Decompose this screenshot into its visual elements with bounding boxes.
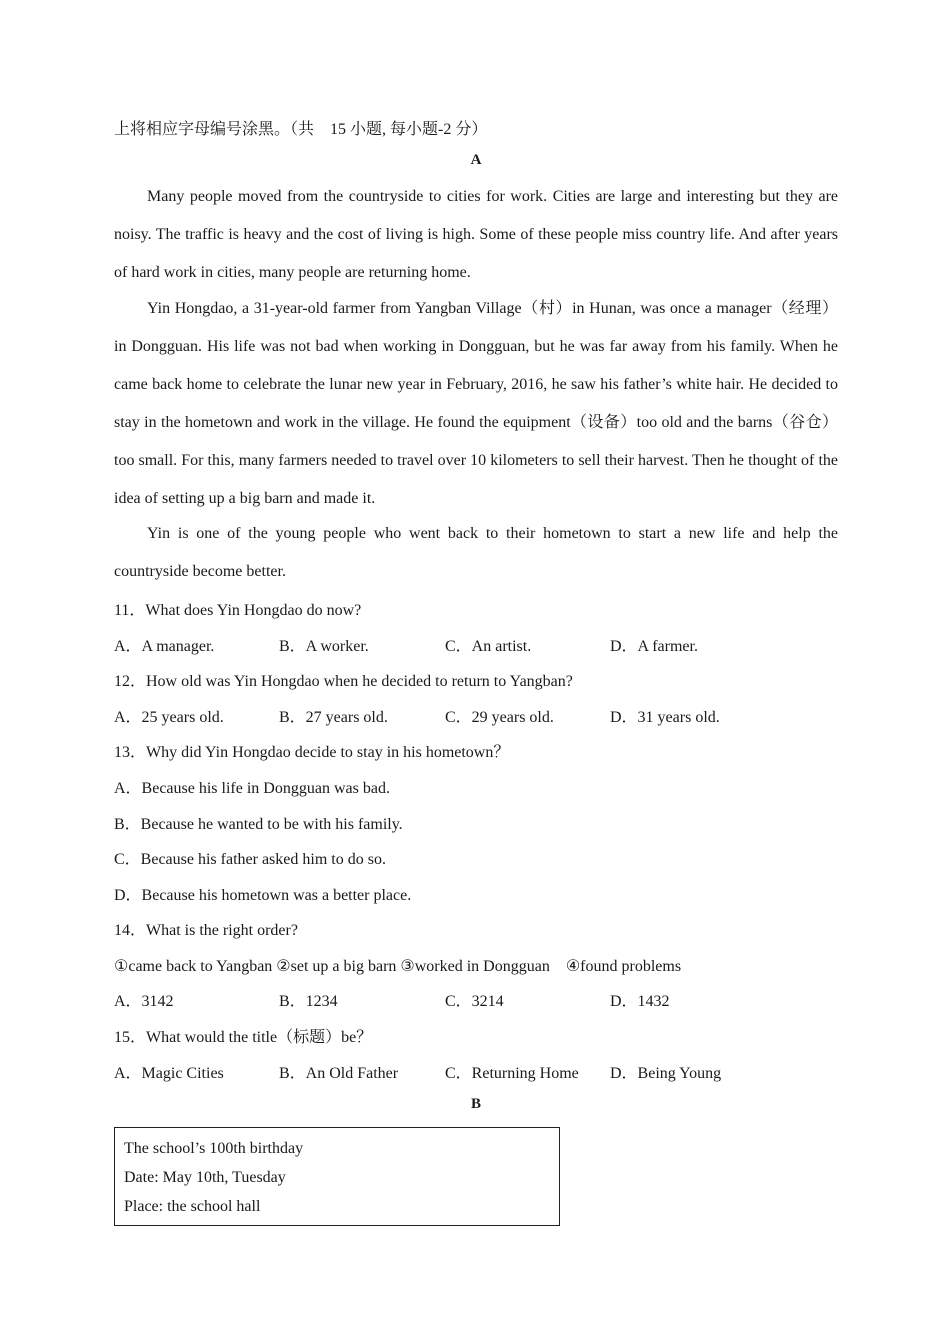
passage-paragraph-2: Yin Hongdao, a 31-year-old farmer from Yangban Village（村）in Hunan, was once a manager（经理）in Dongguan. His life was not bad when working in Dongguan, but he was far away from his family. When he came back home to celebrate the lunar new year in February, 2016, he saw his father’s white hair. He decided to stay in the hometown and work in the village. He found the equipment（设备）too old and the barns（谷仓） too small. For this, many farmers needed to travel over 10 kilometers to sell their harvest. Then he thought of the idea of setting up a big barn and made it. (114, 300, 838, 507)
question-12: 12．How old was Yin Hongdao when he decided to return to Yangban? (114, 673, 573, 690)
option-b: B．1234 (279, 993, 338, 1010)
notice-place: Place: the school hall (124, 1198, 261, 1215)
passage-paragraph-3: Yin is one of the young people who went back to their hometown to start a new life and help the countryside become better. (114, 525, 838, 580)
option-a: A．Magic Cities (114, 1065, 224, 1082)
notice-box (114, 1127, 560, 1226)
question-14-sequence: ①came back to Yangban ②set up a big barn ③worked in Dongguan ④found problems (114, 958, 682, 975)
option-a: A．A manager. (114, 638, 215, 655)
option-b: B．Because he wanted to be with his family. (114, 816, 403, 833)
option-c: C．29 years old. (445, 709, 554, 726)
option-d: D．A farmer. (610, 638, 698, 655)
option-d: D．31 years old. (610, 709, 720, 726)
option-b: B．27 years old. (279, 709, 388, 726)
question-14-options (114, 988, 838, 1012)
question-14: 14．What is the right order? (114, 922, 298, 939)
question-15-options (114, 1060, 838, 1084)
option-d: D．1432 (610, 993, 670, 1010)
section-instruction: 上将相应字母编号涂黑。（共 15 小题, 每小题-2 分） (114, 121, 488, 138)
option-d: D．Being Young (610, 1065, 722, 1082)
option-c: C．3214 (445, 993, 504, 1010)
question-11: 11．What does Yin Hongdao do now? (114, 602, 362, 619)
section-a-title: A (470, 152, 482, 168)
passage-paragraph-1: Many people moved from the countryside to cities for work. Cities are large and interesting but they are noisy. The traffic is heavy and the cost of living is high. Some of these people miss country life. And after years of hard work in cities, many people are returning home. (114, 188, 838, 281)
option-a: A．25 years old. (114, 709, 224, 726)
question-15: 15．What would the title（标题）be？ (114, 1029, 373, 1046)
notice-event: The school’s 100th birthday (124, 1140, 304, 1157)
option-b: B．A worker. (279, 638, 369, 655)
question-11-options (114, 633, 838, 657)
option-c: C．Returning Home (445, 1065, 579, 1082)
option-c: C．An artist. (445, 638, 532, 655)
option-d: D．Because his hometown was a better place. (114, 887, 412, 904)
option-b: B．An Old Father (279, 1065, 399, 1082)
section-b-title: B (470, 1096, 481, 1112)
question-12-options (114, 704, 838, 728)
question-13: 13．Why did Yin Hongdao decide to stay in his hometown？ (114, 744, 510, 761)
option-a: A．Because his life in Dongguan was bad. (114, 780, 390, 797)
notice-date: Date: May 10th, Tuesday (124, 1169, 286, 1186)
option-a: A．3142 (114, 993, 174, 1010)
option-c: C．Because his father asked him to do so. (114, 851, 386, 868)
